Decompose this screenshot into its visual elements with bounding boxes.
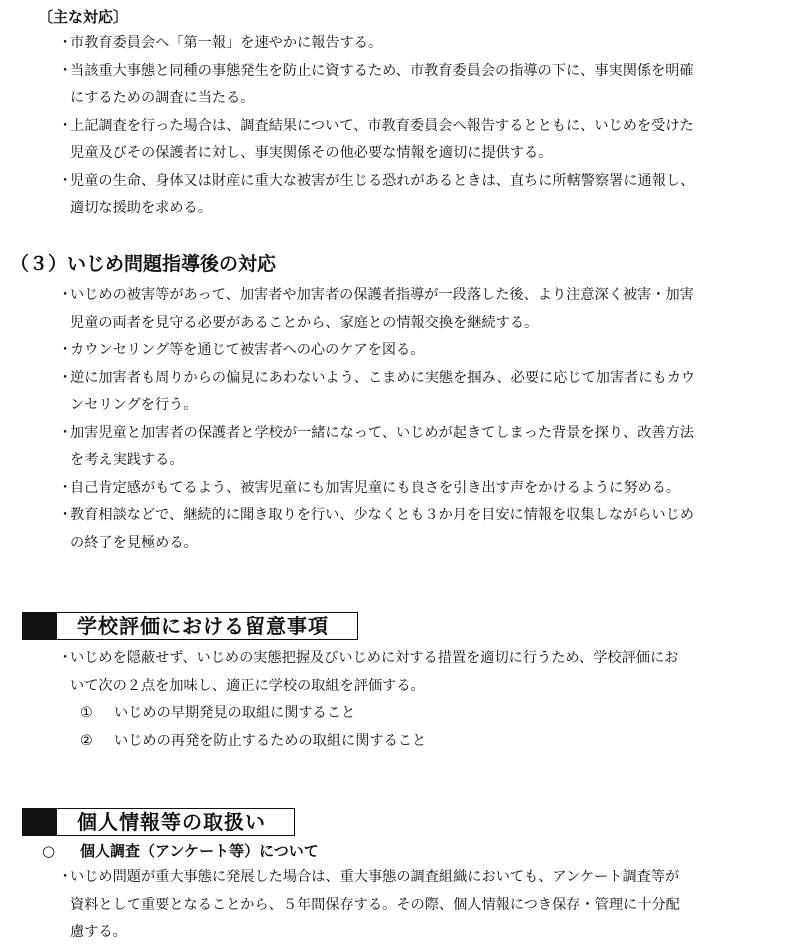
school-evaluation-list <box>58 645 788 700</box>
after-guidance-heading: （３）いじめ問題指導後の対応 <box>10 253 277 275</box>
bullet-mark: ・ <box>58 369 73 386</box>
list-item-line: 自己肯定感がもてるよう、被害児童にも加害児童にも良さを引き出す声をかけるように努める。 <box>70 479 681 496</box>
bullet-mark: ・ <box>58 869 73 885</box>
list-item-line: 児童の生命、身体又は財産に重大な被害が生じる恐れがあるときは、直ちに所轄警察署に通報し、 <box>70 172 695 189</box>
list-item-line: 逆に加害者も周りからの偏見にあわないよう、こまめに実態を掴み、必要に応じて加害者にもカウ <box>70 369 696 386</box>
list-item <box>58 168 788 223</box>
list-item <box>58 864 788 947</box>
bullet-mark: ・ <box>58 62 73 79</box>
list-item-line: 市教育委員会へ「第一報」を速やかに報告する。 <box>70 35 383 51</box>
list-item-line: にするための調査に当たる。 <box>70 90 255 106</box>
numbered-item <box>80 700 426 728</box>
list-item-line: ンセリングを行う。 <box>70 397 198 413</box>
bullet-mark: ・ <box>58 342 73 358</box>
personal-info-heading: 個人情報等の取扱い <box>77 810 266 834</box>
list-item-line: を考え実践する。 <box>70 452 184 468</box>
main-response-list <box>58 30 788 223</box>
list-item-line: 加害児童と加害者の保護者と学校が一緒になって、いじめが起きてしまった背景を探り、改善方法 <box>70 424 694 441</box>
bullet-mark: ・ <box>58 287 73 303</box>
after-guidance-list <box>58 282 788 557</box>
list-item <box>58 420 788 475</box>
personal-info-heading-box <box>22 808 295 836</box>
list-item <box>58 502 788 557</box>
list-item-line: 教育相談などで、継続的に聞き取りを行い、少なくとも３か月を目安に情報を収集しながらいじめ <box>70 507 694 523</box>
circle-mark: ○ <box>42 842 56 860</box>
list-item <box>58 282 788 337</box>
list-item <box>58 113 788 168</box>
bullet-mark: ・ <box>58 650 73 666</box>
list-item-line: 慮する。 <box>70 924 127 940</box>
school-evaluation-heading-box <box>22 612 358 640</box>
main-response-heading: 〔主な対応〕 <box>38 8 129 26</box>
list-item <box>58 365 788 420</box>
school-evaluation-numbered-list <box>80 700 426 755</box>
heading-block-marker <box>23 809 57 835</box>
school-evaluation-heading: 学校評価における留意事項 <box>77 614 329 638</box>
bullet-mark: ・ <box>58 117 73 134</box>
list-item-line: いて次の２点を加味し、適正に学校の取組を評価する。 <box>70 677 425 694</box>
personal-survey-heading <box>42 840 319 862</box>
bullet-mark: ・ <box>58 172 73 189</box>
list-item-line: 児童の両者を見守る必要があることから、家庭との情報交換を継続する。 <box>70 314 539 331</box>
bullet-mark: ・ <box>58 507 73 523</box>
list-item-line: カウンセリング等を通じて被害者への心のケアを図る。 <box>70 342 425 358</box>
item-number: ② <box>80 732 93 749</box>
list-item <box>58 58 788 113</box>
numbered-item <box>80 728 426 756</box>
list-item <box>58 30 788 58</box>
list-item-line: 適切な援助を求める。 <box>70 200 212 216</box>
list-item-line: 資料として重要となることから、５年間保存する。その際、個人情報につき保存・管理に十分配 <box>70 896 680 913</box>
list-item-line: 当該重大事態と同種の事態発生を防止に資するため、市教育委員会の指導の下に、事実関係を明確 <box>70 62 694 79</box>
item-text: いじめの早期発見の取組に関すること <box>114 705 356 721</box>
list-item-line: 児童及びその保護者に対し、事実関係その他必要な情報を適切に提供する。 <box>70 145 553 161</box>
list-item-line: の終了を見極める。 <box>70 534 198 551</box>
list-item <box>58 337 788 365</box>
personal-survey-heading-text: 個人調査（アンケート等）について <box>80 842 319 860</box>
bullet-mark: ・ <box>58 424 73 441</box>
list-item-line: 上記調査を行った場合は、調査結果について、市教育委員会へ報告するとともに、いじめを受けた <box>70 117 694 134</box>
list-item-line: いじめ問題が重大事態に発展した場合は、重大事態の調査組織においても、アンケート調査等が <box>70 869 680 885</box>
heading-block-marker <box>23 613 57 639</box>
item-text: いじめの再発を防止するための取組に関すること <box>114 732 427 749</box>
list-item-line: いじめの被害等があって、加害者や加害者の保護者指導が一段落した後、より注意深く被害・加害 <box>70 287 694 303</box>
bullet-mark: ・ <box>58 479 73 496</box>
personal-info-list <box>58 864 788 947</box>
list-item <box>58 475 788 503</box>
list-item-line: いじめを隠蔽せず、いじめの実態把握及びいじめに対する措置を適切に行うため、学校評価にお <box>70 650 679 666</box>
item-number: ① <box>80 705 93 721</box>
list-item <box>58 645 788 700</box>
bullet-mark: ・ <box>58 35 73 51</box>
